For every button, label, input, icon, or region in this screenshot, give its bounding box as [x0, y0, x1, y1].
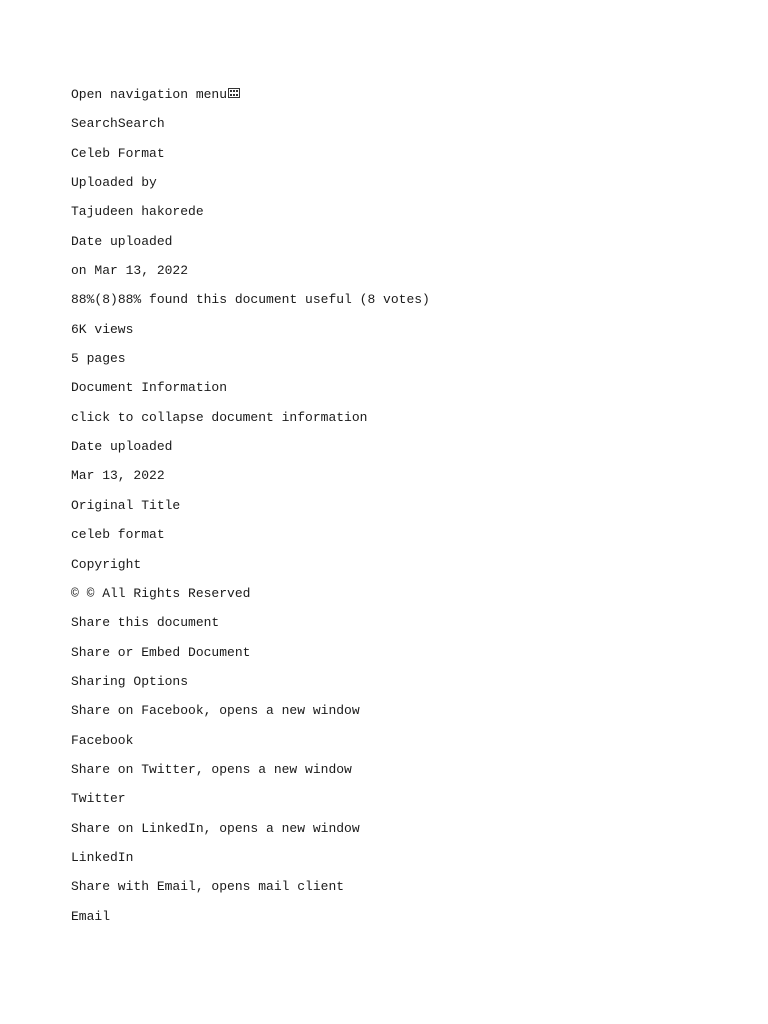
share-email-link[interactable]: Share with Email, opens mail client — [71, 879, 345, 895]
share-email-row — [71, 878, 751, 907]
share-document-button[interactable]: Share this document — [71, 615, 220, 631]
page-count: 5 pages — [71, 351, 126, 367]
view-count: 6K views — [71, 321, 134, 337]
document-title: Celeb Format — [71, 145, 165, 161]
share-linkedin-link[interactable]: Share on LinkedIn, opens a new window — [71, 820, 360, 836]
original-title-label: Original Title — [71, 497, 181, 513]
broken-glyph-icon — [228, 87, 240, 99]
linkedin-label: LinkedIn — [71, 849, 134, 865]
uploader-link[interactable]: Tajudeen hakorede — [71, 204, 204, 220]
facebook-label: Facebook — [71, 732, 134, 748]
share-facebook-row — [71, 702, 751, 731]
twitter-label: Twitter — [71, 791, 126, 807]
uploaded-by-label: Uploaded by — [71, 175, 157, 191]
open-navigation-menu-button[interactable] — [71, 86, 240, 103]
useful-summary: 88% found this document useful (8 votes) — [117, 292, 430, 308]
share-twitter-link[interactable]: Share on Twitter, opens a new window — [71, 761, 352, 777]
email-label: Email — [71, 908, 111, 924]
search-button[interactable]: Search — [117, 116, 165, 132]
useful-rating-row — [71, 291, 751, 320]
share-linkedin-row — [71, 820, 751, 849]
share-twitter-row — [71, 761, 751, 790]
page-content — [71, 86, 751, 937]
info-date-uploaded-label: Date uploaded — [71, 439, 173, 455]
collapse-document-information-button[interactable]: click to collapse document information — [71, 409, 368, 425]
share-facebook-link[interactable]: Share on Facebook, opens a new window — [71, 703, 360, 719]
nav-menu-row — [71, 86, 751, 115]
search-row — [71, 115, 751, 144]
share-document-row — [71, 614, 751, 643]
useful-votes: (8) — [94, 292, 118, 308]
uploader-link-row — [71, 203, 751, 232]
date-uploaded-value: on Mar 13, 2022 — [71, 263, 189, 279]
copyright-label: Copyright — [71, 556, 142, 572]
sharing-options-heading: Sharing Options — [71, 673, 189, 689]
share-embed-heading: Share or Embed Document — [71, 644, 251, 660]
search-label: Search — [71, 116, 118, 132]
document-information-heading: Document Information — [71, 380, 228, 396]
nav-menu-label: Open navigation menu — [71, 87, 228, 102]
date-uploaded-label: Date uploaded — [71, 233, 173, 249]
info-date-uploaded-value: Mar 13, 2022 — [71, 468, 165, 484]
copyright-value: © © All Rights Reserved — [71, 585, 251, 601]
useful-percent: 88% — [71, 292, 95, 308]
original-title-value: celeb format — [71, 527, 165, 543]
collapse-row — [71, 409, 751, 438]
